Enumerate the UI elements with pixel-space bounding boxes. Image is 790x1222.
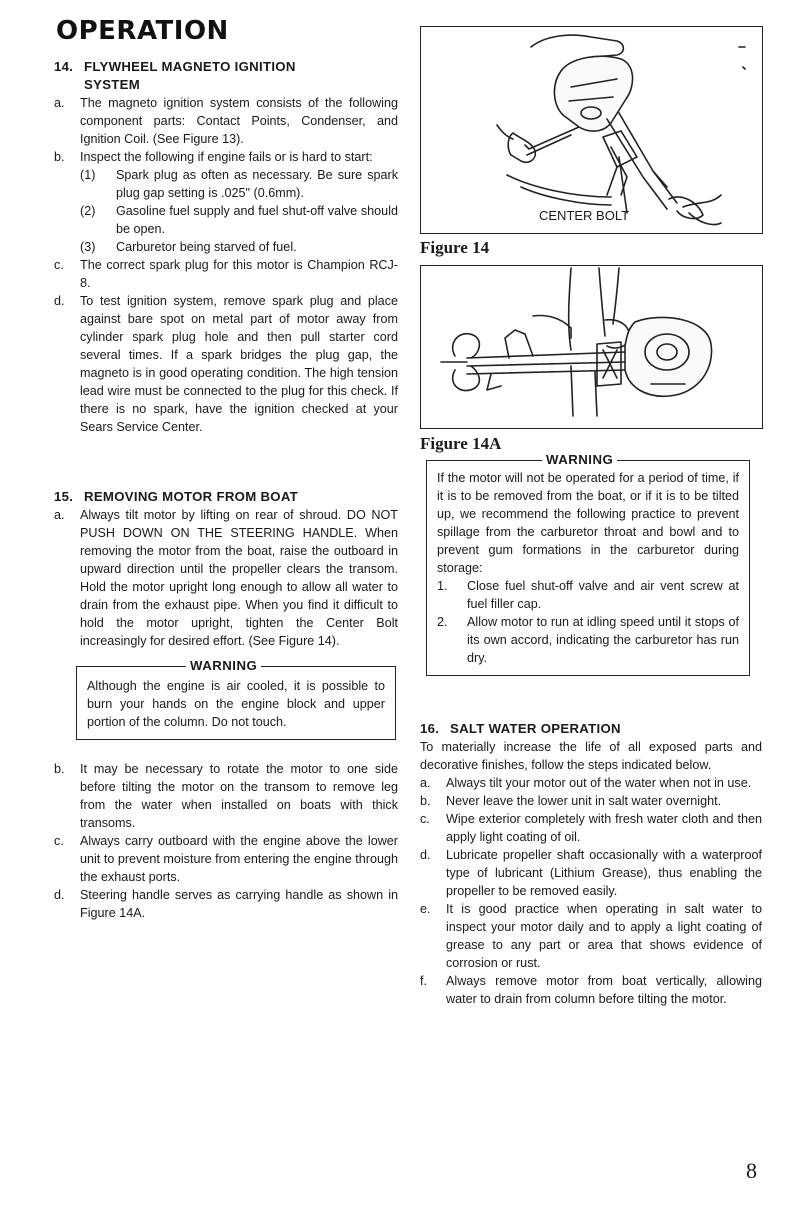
list-item <box>54 832 398 886</box>
list-item <box>420 774 762 792</box>
warning-title: WARNING <box>542 451 617 469</box>
warning-item-label: 2. <box>437 615 448 629</box>
outboard-motor-carry-illustration <box>421 266 762 428</box>
left-column <box>54 58 398 922</box>
section-15-number: 15. <box>54 489 74 504</box>
warning-text: If the motor will not be operated for a period of time, if it is to be removed from the boat, or if it is to be tilted up, we recommend the following practice to prevent spillage from the carburetor throat and bowl and to prevent gum formations in the carburetor during storage: <box>437 471 739 575</box>
page-number: 8 <box>746 1158 757 1183</box>
warning-item-text: Close fuel shut-off valve and air vent screw at fuel filler cap. <box>467 579 739 611</box>
item-label: b. <box>420 794 431 808</box>
list-item <box>54 256 398 292</box>
item-label: a. <box>54 96 65 110</box>
item-label: b. <box>54 762 65 776</box>
item-label: a. <box>420 776 431 790</box>
section-14-heading <box>54 58 398 94</box>
right-column <box>420 720 762 1008</box>
list-item <box>54 760 398 832</box>
item-text: Always tilt motor by lifting on rear of shroud. DO NOT PUSH DOWN ON THE STEERING HANDLE. When removing the motor from the boat, raise the outboard in upward direction until the propeller clears the transom. Hold the motor upright long enough to allow all water to drain from the exhaust pipe. When you find it difficult to hold the motor upright, tighten the Center Bolt increasingly for desired effort. (See Figure 14). <box>80 508 398 648</box>
sub-item <box>54 238 398 256</box>
item-label: a. <box>54 508 65 522</box>
warning-text: Although the engine is air cooled, it is possible to burn your hands on the engine block and upper portion of the column. Do not touch. <box>87 679 385 729</box>
figure-14a-frame <box>420 265 763 429</box>
list-item <box>54 886 398 922</box>
sub-item-label: (3) <box>80 240 96 254</box>
section-15-title: REMOVING MOTOR FROM BOAT <box>84 489 299 504</box>
list-item <box>420 846 762 900</box>
item-text: Steering handle serves as carrying handle as shown in Figure 14A. <box>80 888 398 920</box>
item-text: It may be necessary to rotate the motor to one side before tilting the motor on the transom to remove leg from the water when installed on boats with thick transoms. <box>80 762 398 830</box>
item-label: e. <box>420 902 431 916</box>
list-item <box>54 148 398 166</box>
sub-item-text: Gasoline fuel supply and fuel shut-off valve should be open. <box>116 204 398 236</box>
item-text: Always carry outboard with the engine above the lower unit to prevent moisture from entering the engine through the exhaust ports. <box>80 834 398 884</box>
item-label: c. <box>54 834 64 848</box>
warning-list-item <box>437 613 739 667</box>
warning-title: WARNING <box>186 657 261 675</box>
sub-item-label: (1) <box>80 168 96 182</box>
section-16-number: 16. <box>420 721 440 736</box>
item-label: c. <box>420 812 430 826</box>
item-text: Always remove motor from boat vertically, allowing water to drain from column before tilting the motor. <box>446 974 762 1006</box>
item-text: Wipe exterior completely with fresh water cloth and then apply light coating of oil. <box>446 812 762 844</box>
warning-item-label: 1. <box>437 579 448 593</box>
outboard-motor-tilt-illustration <box>421 27 762 233</box>
warning-box <box>76 667 396 740</box>
item-label: d. <box>420 848 431 862</box>
section-14-title-line1: FLYWHEEL MAGNETO IGNITION <box>84 59 296 74</box>
center-bolt-label: CENTER BOLT <box>539 208 630 223</box>
item-label: c. <box>54 258 64 272</box>
item-text: Lubricate propeller shaft occasionally with a waterproof type of lubricant (Lithium Grease), thus enabling the propeller to be removed easily. <box>446 848 762 898</box>
sub-item-text: Spark plug as often as necessary. Be sure spark plug gap setting is .025" (0.6mm). <box>116 168 398 200</box>
list-item <box>54 292 398 436</box>
item-text: The correct spark plug for this motor is Champion RCJ-8. <box>80 258 398 290</box>
item-text: Always tilt your motor out of the water when not in use. <box>446 776 752 790</box>
sub-item <box>54 166 398 202</box>
item-text: It is good practice when operating in salt water to inspect your motor daily and to apply a light coating of grease to any part or area that shows evidence of corrosion or rust. <box>446 902 762 970</box>
item-label: d. <box>54 888 65 902</box>
item-text: Never leave the lower unit in salt water overnight. <box>446 794 722 808</box>
list-item <box>420 972 762 1008</box>
figure-14-caption: Figure 14 <box>420 238 490 257</box>
sub-item <box>54 202 398 238</box>
list-item <box>420 900 762 972</box>
warning-item-text: Allow motor to run at idling speed until it stops of its own accord, indicating the carburetor has run dry. <box>467 615 739 665</box>
list-item <box>420 792 762 810</box>
section-14-title-line2: SYSTEM <box>84 77 141 92</box>
list-item <box>420 810 762 846</box>
figure-14a-caption: Figure 14A <box>420 434 502 453</box>
item-label: f. <box>420 974 427 988</box>
sub-item-text: Carburetor being starved of fuel. <box>116 240 297 254</box>
list-item <box>54 94 398 148</box>
item-text: To test ignition system, remove spark plug and place against bare spot on metal part of motor away from cylinder spark plug hole and then pull starter cord several times. If a spark bridges the plug gap, the magneto is in good operating condition. The high tension lead wire must be connected to the plug for this check. If there is no spark, have the ignition checked at your Sears Service Center. <box>80 294 398 434</box>
storage-warning-box <box>426 452 750 676</box>
section-16-intro: To materially increase the life of all exposed parts and decorative finishes, follow the steps indicated below. <box>420 740 762 772</box>
section-14-number: 14. <box>54 59 74 74</box>
section-15-heading <box>54 488 398 506</box>
item-text: The magneto ignition system consists of the following component parts: Contact Points, Condenser, and Ignition Coil. (See Figure 13). <box>80 96 398 146</box>
item-label: b. <box>54 150 65 164</box>
page-title: OPERATION <box>56 16 229 46</box>
sub-item-label: (2) <box>80 204 96 218</box>
warning-list-item <box>437 577 739 613</box>
section-16-title: SALT WATER OPERATION <box>450 721 621 736</box>
section-16-heading <box>420 720 762 738</box>
warning-body <box>426 461 750 676</box>
list-item <box>54 506 398 650</box>
figure-14-frame <box>420 26 763 234</box>
item-text: Inspect the following if engine fails or is hard to start: <box>80 150 373 164</box>
item-label: d. <box>54 294 65 308</box>
